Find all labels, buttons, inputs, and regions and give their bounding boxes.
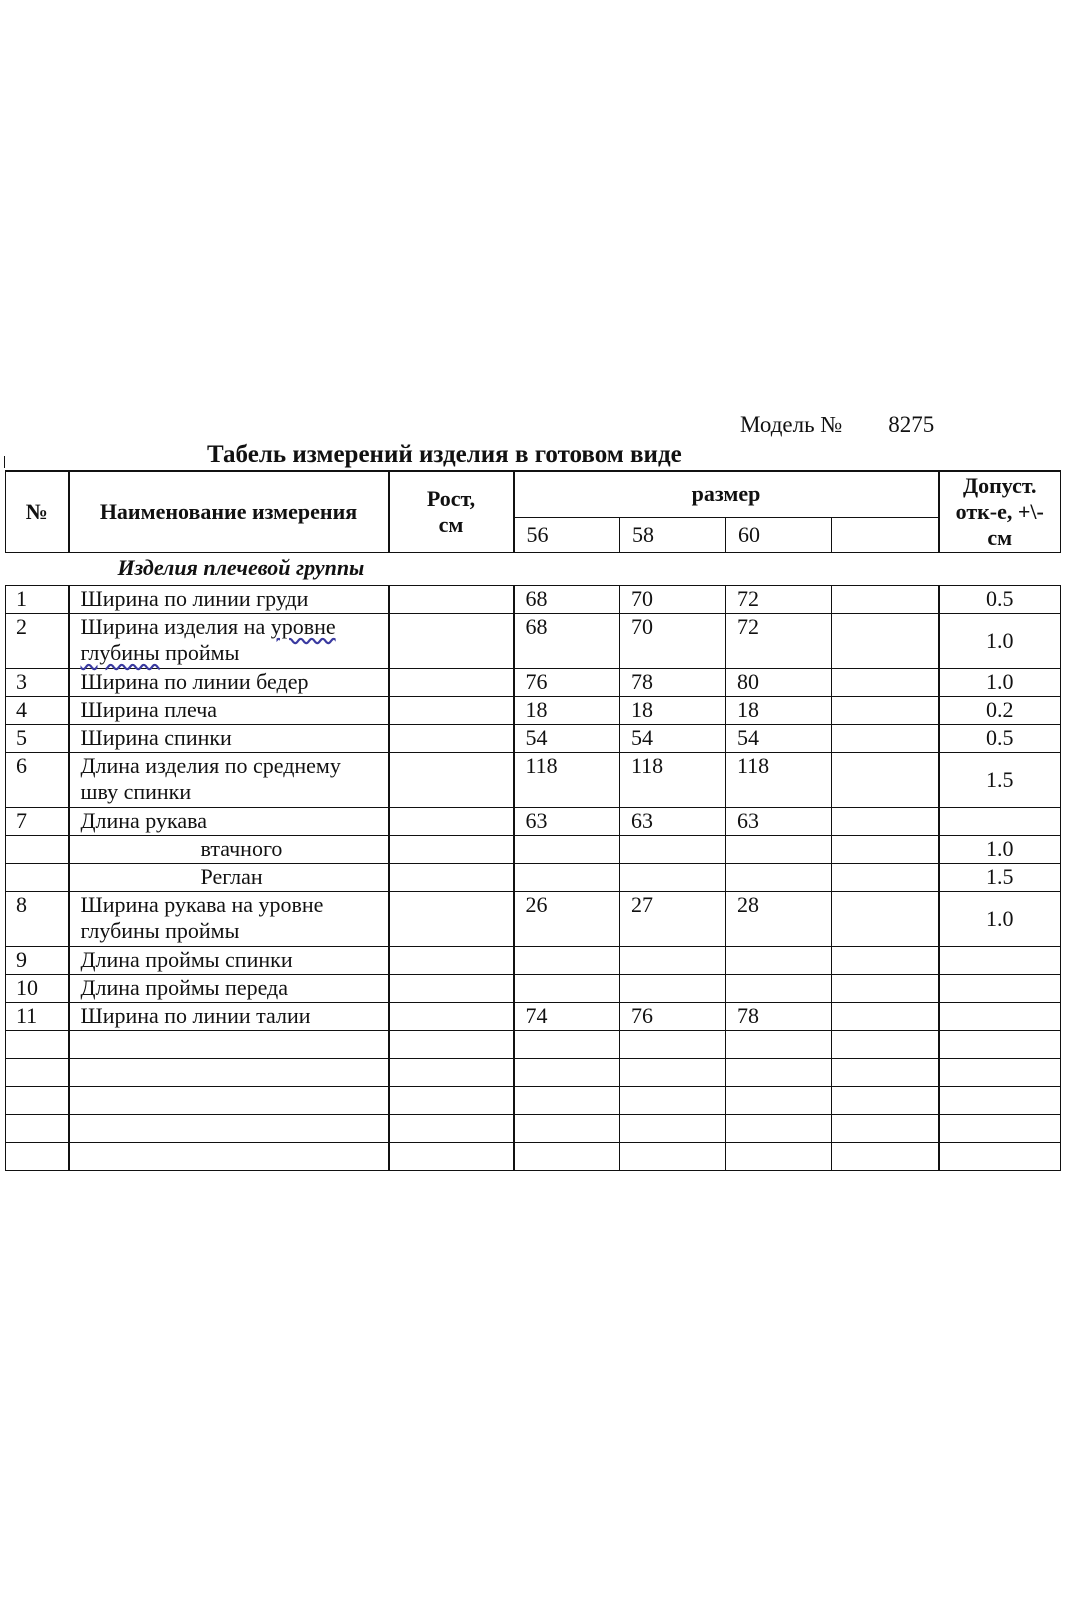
model-number-line (740, 412, 934, 438)
cell-height (389, 613, 514, 668)
margin-tick (4, 456, 5, 468)
cell-name-line1: Длина рукава (80, 807, 207, 833)
cell-tolerance: 0.5 (939, 724, 1061, 752)
cell-height (389, 974, 514, 1002)
table-row-empty (6, 1058, 1061, 1086)
cell-size-58: 70 (620, 613, 726, 668)
cell-name (69, 724, 389, 752)
cell-size-56 (514, 1142, 620, 1170)
cell-name-line1: Ширина рукава на уровне (80, 891, 324, 917)
section-label: Изделия плечевой группы (6, 552, 1061, 585)
cell-name-line1: Ширина спинки (80, 724, 232, 750)
cell-size-58 (620, 835, 726, 863)
cell-size-empty (832, 807, 939, 835)
cell-no: 7 (6, 807, 69, 835)
cell-size-58 (620, 1030, 726, 1058)
cell-tolerance (939, 1114, 1061, 1142)
cell-no (6, 1030, 69, 1058)
cell-tolerance: 0.5 (939, 585, 1061, 613)
cell-name (69, 585, 389, 613)
cell-size-60 (726, 863, 832, 891)
cell-tolerance (939, 807, 1061, 835)
cell-size-58: 78 (620, 668, 726, 696)
cell-size-56 (514, 1086, 620, 1114)
cell-tolerance: 1.5 (939, 752, 1061, 807)
cell-size-56: 68 (514, 613, 620, 668)
page-title: Табель измерений изделия в готовом виде (207, 441, 682, 468)
cell-size-empty (832, 696, 939, 724)
cell-size-56 (514, 835, 620, 863)
table-row (6, 724, 1061, 752)
cell-name-line2: шву спинки (80, 778, 192, 804)
cell-size-60 (726, 946, 832, 974)
cell-height (389, 1142, 514, 1170)
cell-size-60: 118 (726, 752, 832, 807)
cell-name-line1: Ширина плеча (80, 696, 218, 722)
cell-name (69, 1114, 389, 1142)
cell-name (69, 974, 389, 1002)
cell-height (389, 863, 514, 891)
cell-size-60 (726, 1030, 832, 1058)
cell-size-empty (832, 1142, 939, 1170)
cell-tolerance: 1.0 (939, 891, 1061, 946)
section-row (6, 552, 1061, 585)
cell-size-empty (832, 613, 939, 668)
cell-name-line1: Длина проймы переда (80, 974, 289, 1000)
cell-size-empty (832, 863, 939, 891)
cell-size-empty (832, 891, 939, 946)
cell-no: 3 (6, 668, 69, 696)
cell-size-56: 63 (514, 807, 620, 835)
cell-name-line1: Ширина по линии бедер (80, 668, 309, 694)
cell-size-58 (620, 946, 726, 974)
cell-tolerance: 1.0 (939, 835, 1061, 863)
cell-size-empty (832, 724, 939, 752)
cell-size-empty (832, 946, 939, 974)
table-row-empty (6, 1114, 1061, 1142)
cell-size-60: 78 (726, 1002, 832, 1030)
cell-size-58 (620, 1058, 726, 1086)
cell-size-60 (726, 835, 832, 863)
table-row (6, 1002, 1061, 1030)
cell-tolerance: 1.0 (939, 668, 1061, 696)
cell-tolerance (939, 1058, 1061, 1086)
cell-tolerance: 1.0 (939, 613, 1061, 668)
cell-tolerance (939, 1086, 1061, 1114)
cell-no: 10 (6, 974, 69, 1002)
cell-tolerance (939, 1142, 1061, 1170)
cell-size-empty (832, 585, 939, 613)
cell-size-58: 18 (620, 696, 726, 724)
cell-size-56: 18 (514, 696, 620, 724)
cell-size-58: 54 (620, 724, 726, 752)
cell-name (69, 1058, 389, 1086)
cell-size-56 (514, 1114, 620, 1142)
col-header-size-60: 60 (726, 517, 832, 552)
cell-name (69, 752, 389, 807)
cell-height (389, 835, 514, 863)
cell-tolerance (939, 1030, 1061, 1058)
cell-height (389, 1114, 514, 1142)
cell-size-60: 28 (726, 891, 832, 946)
cell-height (389, 585, 514, 613)
cell-size-empty (832, 668, 939, 696)
cell-no: 11 (6, 1002, 69, 1030)
cell-size-60: 18 (726, 696, 832, 724)
cell-size-58 (620, 1114, 726, 1142)
cell-size-56 (514, 1058, 620, 1086)
cell-size-empty (832, 1086, 939, 1114)
cell-height (389, 668, 514, 696)
table-row (6, 863, 1061, 891)
cell-name-line1: Реглан (200, 863, 263, 889)
cell-size-60: 72 (726, 585, 832, 613)
cell-name (69, 668, 389, 696)
cell-tolerance: 0.2 (939, 696, 1061, 724)
cell-size-58: 27 (620, 891, 726, 946)
cell-no: 8 (6, 891, 69, 946)
cell-size-60 (726, 1142, 832, 1170)
cell-size-58 (620, 1142, 726, 1170)
cell-size-58 (620, 1086, 726, 1114)
cell-size-56 (514, 946, 620, 974)
cell-name (69, 1086, 389, 1114)
cell-tolerance (939, 974, 1061, 1002)
model-label: Модель № (740, 412, 843, 437)
cell-height (389, 891, 514, 946)
table-row (6, 585, 1061, 613)
cell-size-empty (832, 1030, 939, 1058)
cell-height (389, 696, 514, 724)
col-header-no: № (6, 471, 69, 552)
cell-name (69, 946, 389, 974)
cell-name (69, 1030, 389, 1058)
cell-size-58: 70 (620, 585, 726, 613)
cell-name (69, 863, 389, 891)
cell-size-58 (620, 863, 726, 891)
cell-size-56: 118 (514, 752, 620, 807)
cell-size-empty (832, 1058, 939, 1086)
cell-no: 9 (6, 946, 69, 974)
table-row (6, 891, 1061, 946)
cell-size-60: 54 (726, 724, 832, 752)
table-row (6, 946, 1061, 974)
cell-no: 1 (6, 585, 69, 613)
cell-size-empty (832, 1002, 939, 1030)
cell-size-60: 72 (726, 613, 832, 668)
cell-name-line2: глубины проймы (80, 639, 240, 665)
cell-height (389, 946, 514, 974)
cell-size-56: 54 (514, 724, 620, 752)
cell-size-56 (514, 863, 620, 891)
cell-no: 2 (6, 613, 69, 668)
cell-size-56 (514, 974, 620, 1002)
cell-size-empty (832, 752, 939, 807)
cell-no (6, 863, 69, 891)
cell-name (69, 1002, 389, 1030)
col-header-size-58: 58 (620, 517, 726, 552)
col-header-size-empty (832, 517, 939, 552)
cell-no: 5 (6, 724, 69, 752)
col-header-size-group: размер (514, 471, 939, 517)
cell-no (6, 1142, 69, 1170)
cell-size-56: 26 (514, 891, 620, 946)
cell-size-58: 63 (620, 807, 726, 835)
col-header-height: Рост, см (389, 471, 514, 552)
cell-size-60 (726, 1086, 832, 1114)
cell-size-58: 118 (620, 752, 726, 807)
cell-name-line2: глубины проймы (80, 917, 240, 943)
cell-no (6, 1114, 69, 1142)
cell-size-56: 76 (514, 668, 620, 696)
cell-size-empty (832, 974, 939, 1002)
table-row-empty (6, 1086, 1061, 1114)
col-header-name: Наименование измерения (69, 471, 389, 552)
cell-no (6, 1058, 69, 1086)
cell-tolerance: 1.5 (939, 863, 1061, 891)
cell-name (69, 807, 389, 835)
cell-no: 6 (6, 752, 69, 807)
table-row (6, 835, 1061, 863)
cell-size-60 (726, 974, 832, 1002)
cell-size-empty (832, 1114, 939, 1142)
measurement-table (5, 470, 1061, 1171)
cell-height (389, 1002, 514, 1030)
cell-height (389, 724, 514, 752)
table-row (6, 613, 1061, 668)
cell-size-56: 68 (514, 585, 620, 613)
cell-size-60 (726, 1114, 832, 1142)
cell-no (6, 835, 69, 863)
cell-name-line1: Длина проймы спинки (80, 946, 293, 972)
cell-name (69, 696, 389, 724)
cell-size-empty (832, 835, 939, 863)
cell-tolerance (939, 1002, 1061, 1030)
cell-size-58: 76 (620, 1002, 726, 1030)
cell-no: 4 (6, 696, 69, 724)
table-row (6, 668, 1061, 696)
table-row (6, 974, 1061, 1002)
cell-name-line1: втачного (200, 835, 283, 861)
table-row-empty (6, 1142, 1061, 1170)
cell-name (69, 613, 389, 668)
cell-size-60: 80 (726, 668, 832, 696)
cell-name-line1: Ширина по линии талии (80, 1002, 311, 1028)
cell-height (389, 1030, 514, 1058)
table-row (6, 696, 1061, 724)
cell-height (389, 807, 514, 835)
model-number: 8275 (888, 412, 935, 437)
cell-size-60 (726, 1058, 832, 1086)
cell-name (69, 891, 389, 946)
cell-name (69, 1142, 389, 1170)
col-header-tolerance: Допуст. отк-е, +\-см (939, 471, 1061, 552)
table-row (6, 807, 1061, 835)
cell-size-58 (620, 974, 726, 1002)
cell-name-line1: Ширина по линии груди (80, 585, 309, 611)
cell-size-56 (514, 1030, 620, 1058)
table-row (6, 752, 1061, 807)
cell-name-line1: Ширина изделия на уровне (80, 613, 336, 639)
table-row-empty (6, 1030, 1061, 1058)
cell-height (389, 1058, 514, 1086)
cell-name (69, 835, 389, 863)
cell-no (6, 1086, 69, 1114)
cell-height (389, 752, 514, 807)
cell-size-60: 63 (726, 807, 832, 835)
cell-tolerance (939, 946, 1061, 974)
cell-height (389, 1086, 514, 1114)
cell-size-56: 74 (514, 1002, 620, 1030)
col-header-size-56: 56 (514, 517, 620, 552)
cell-name-line1: Длина изделия по среднему (80, 752, 341, 778)
